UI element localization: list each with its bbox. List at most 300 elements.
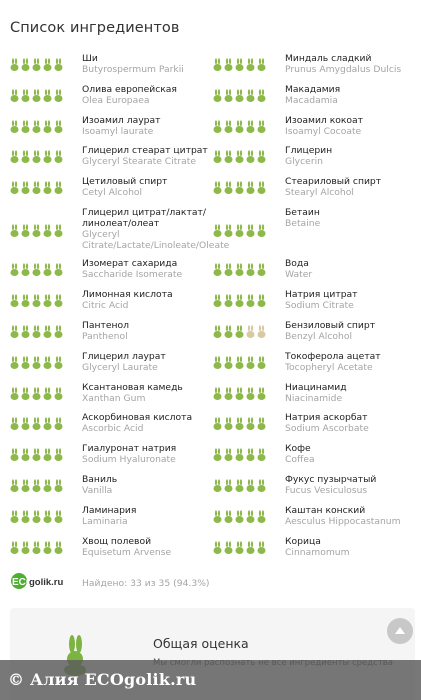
bunny-rating-icon [224,479,233,492]
bunny-rating-icon [43,417,52,430]
safety-rating [213,181,266,194]
ingredients-list-title: Список ингредиентов [10,20,180,36]
bunny-rating-icon [213,58,222,71]
bunny-rating-icon [257,294,266,307]
bunny-rating-icon [235,448,244,461]
bunny-rating-icon [43,294,52,307]
bunny-rating-icon [21,417,30,430]
bunny-rating-icon [43,181,52,194]
bunny-rating-icon [213,356,222,369]
bunny-rating-icon [10,294,19,307]
ingredient-name-inci: Fucus Vesiculosus [285,485,368,497]
ingredient-name-inci: Sodium Hyaluronate [82,454,176,466]
ingredient-item[interactable] [210,50,420,81]
safety-rating [213,510,266,523]
bunny-rating-icon [257,510,266,523]
ingredient-name-inci: Cetyl Alcohol [82,187,143,199]
safety-rating [213,479,266,492]
bunny-rating-icon [235,417,244,430]
safety-rating [10,417,63,430]
safety-rating [10,325,63,338]
ingredient-name-ru: Глицерин [285,145,333,157]
bunny-rating-icon [21,510,30,523]
bunny-rating-icon [213,150,222,163]
bunny-rating-icon [246,120,255,133]
ingredient-name-ru: Ваниль [82,474,118,486]
bunny-rating-icon [235,356,244,369]
ingredient-name-ru: Вода [285,258,309,270]
ingredient-item[interactable] [210,502,420,533]
ingredient-name-inci: Isoamyl Cocoate [285,125,362,137]
ingredient-name-inci: Citric Acid [82,300,129,312]
ingredient-name-ru: Лимонная кислота [82,289,173,301]
ingredient-name-inci: Sodium Citrate [285,300,354,312]
bunny-rating-icon [224,325,233,338]
bunny-rating-icon [235,263,244,276]
bunny-rating-icon [32,294,41,307]
watermark-text: © Алия ECOgolik.ru [8,670,197,689]
safety-rating [213,224,266,237]
bunny-rating-icon [257,181,266,194]
bunny-rating-icon [213,120,222,133]
ingredient-item[interactable] [0,379,210,410]
bunny-rating-icon [257,417,266,430]
bunny-rating-icon [43,224,52,237]
bunny-rating-icon [54,541,63,554]
bunny-rating-icon [32,224,41,237]
safety-rating [213,417,266,430]
ingredient-name-inci: Equisetum Arvense [82,546,172,558]
ingredient-name-ru: Глицерил лаурат [82,350,166,362]
safety-rating [213,448,266,461]
ingredient-item[interactable] [0,50,210,81]
ingredient-names [285,289,421,311]
ingredient-name-inci: Benzyl Alcohol [285,331,353,343]
ingredient-name-ru: Натрия аскорбат [285,412,368,424]
ingredient-name-inci: Ascorbic Acid [82,423,144,435]
bunny-rating-icon [213,325,222,338]
ingredient-name-inci: Panthenol [82,331,128,343]
ingredient-names [285,536,421,558]
bunny-rating-icon [246,89,255,102]
ingredient-names [285,145,421,167]
ingredient-names [285,207,421,229]
ingredient-name-ru: Макадамия [285,83,341,95]
ingredient-name-inci: Glyceryl Laurate [82,361,158,373]
bunny-rating-icon [213,89,222,102]
ingredient-name-ru: Цетиловый спирт [82,176,168,188]
bunny-rating-icon [21,448,30,461]
bunny-rating-icon [10,448,19,461]
bunny-rating-icon [246,58,255,71]
bunny-rating-icon [224,181,233,194]
ingredient-name-ru: Фукус пузырчатый [285,474,377,486]
ingredient-name-inci: Sodium Ascorbate [285,423,369,435]
bunny-rating-icon [224,417,233,430]
ingredient-names [285,474,421,496]
bunny-rating-icon [224,387,233,400]
bunny-rating-icon [21,89,30,102]
safety-rating [10,58,63,71]
safety-rating [213,541,266,554]
bunny-rating-icon [54,417,63,430]
bunny-rating-icon [257,448,266,461]
ingredient-item[interactable] [210,317,420,348]
ingredient-item[interactable] [210,286,420,317]
ingredient-name-inci: Aesculus Hippocastanum [285,515,401,527]
bunny-rating-icon [21,120,30,133]
bunny-rating-icon [257,263,266,276]
bunny-rating-icon [54,448,63,461]
bunny-rating-icon [10,541,19,554]
bunny-rating-icon [43,150,52,163]
bunny-rating-icon [21,541,30,554]
bunny-rating-icon [21,181,30,194]
safety-rating [10,224,63,237]
bunny-rating-icon [54,294,63,307]
bunny-rating-icon [246,356,255,369]
bunny-rating-icon [21,479,30,492]
ingredient-names [285,443,421,465]
bunny-rating-icon [246,417,255,430]
ingredient-item[interactable] [0,286,210,317]
ingredient-name-inci: Saccharide Isomerate [82,269,183,281]
ingredient-names [285,382,421,404]
ingredient-name-inci: Tocopheryl Acetate [285,361,373,373]
bunny-rating-icon [246,325,255,338]
ingredient-name-inci: Isoamyl laurate [82,125,154,137]
ingredient-name-ru: Гиалуронат натрия [82,443,177,455]
ingredient-name-ru: Кофе [285,443,311,455]
ingredient-name-ru: Токоферола ацетат [285,350,381,362]
ingredient-item[interactable] [0,533,210,564]
ingredient-name-inci: Olea Europaea [82,94,150,106]
bunny-rating-icon [32,120,41,133]
bunny-rating-icon [10,150,19,163]
ingredient-names [285,505,421,527]
ingredient-item[interactable] [0,409,210,440]
ingredient-item[interactable] [210,471,420,502]
ingredient-item[interactable] [210,255,420,286]
bunny-rating-icon [21,325,30,338]
bunny-rating-icon [224,150,233,163]
bunny-rating-icon [32,479,41,492]
ingredient-name-ru: Корица [285,535,321,547]
safety-rating [10,263,63,276]
ingredients-list [0,50,421,563]
ingredient-item[interactable] [210,440,420,471]
bunny-rating-icon [21,263,30,276]
ingredient-item[interactable] [210,348,420,379]
safety-rating [213,120,266,133]
list-footer [0,568,421,592]
bunny-rating-icon [43,541,52,554]
bunny-rating-icon [43,89,52,102]
ingredient-row [0,50,421,81]
bunny-rating-icon [224,448,233,461]
ingredient-name-inci: Glycerin [285,156,323,168]
bunny-rating-icon [10,417,19,430]
ingredient-name-inci: Vanilla [82,485,113,497]
bunny-rating-icon [54,479,63,492]
bunny-rating-icon [32,448,41,461]
ingredient-row [0,255,421,286]
ingredient-names [285,176,421,198]
bunny-rating-icon [246,294,255,307]
bunny-rating-icon [257,479,266,492]
ingredient-item[interactable] [210,409,420,440]
ingredient-name-inci: Xanthan Gum [82,392,146,404]
ingredient-row [0,471,421,502]
safety-rating [10,150,63,163]
bunny-rating-icon [235,181,244,194]
ingredient-item[interactable] [0,81,210,112]
safety-rating [213,58,266,71]
bunny-rating-icon [246,263,255,276]
ingredient-name-ru: Хвощ полевой [82,535,152,547]
bunny-rating-icon [10,325,19,338]
ingredient-name-ru: Стеариловый спирт [285,176,382,188]
ingredient-name-ru: Миндаль сладкий [285,53,372,64]
ingredient-name-inci: Coffea [285,454,315,466]
ingredient-item[interactable] [0,471,210,502]
bunny-rating-icon [213,510,222,523]
ecogolik-logo[interactable] [10,570,72,590]
ingredient-item[interactable] [0,173,210,204]
bunny-rating-icon [10,58,19,71]
bunny-rating-icon [32,510,41,523]
bunny-rating-icon [10,510,19,523]
found-count: Найдено: 33 из 35 (94.3%) [82,578,210,589]
ingredient-row [0,409,421,440]
bunny-rating-icon [235,294,244,307]
bunny-rating-icon [54,510,63,523]
bunny-rating-icon [43,263,52,276]
bunny-rating-icon [32,263,41,276]
bunny-rating-icon [213,181,222,194]
bunny-rating-icon [43,325,52,338]
ingredient-row [0,81,421,112]
ingredient-item[interactable] [0,440,210,471]
safety-rating [213,294,266,307]
overall-rating-title: Общая оценка [153,636,249,651]
bunny-rating-icon [235,89,244,102]
ingredient-row [0,112,421,143]
safety-rating [10,89,63,102]
ingredient-item[interactable] [210,142,420,173]
bunny-rating-icon [257,58,266,71]
bunny-rating-icon [213,479,222,492]
bunny-rating-icon [224,89,233,102]
bunny-rating-icon [235,387,244,400]
bunny-rating-icon [32,89,41,102]
ingredient-name-inci: Water [285,269,313,281]
ingredient-name-inci: Glyceryl Citrate/Lactate/Linoleate/Oleate [82,228,230,251]
scroll-to-top-button[interactable] [387,618,413,644]
watermark-bar [0,660,421,700]
ingredient-name-inci: Glyceryl Stearate Citrate [82,156,197,168]
bunny-rating-icon [246,224,255,237]
bunny-rating-icon [257,120,266,133]
bunny-rating-icon [235,325,244,338]
ingredient-name-ru: Ши [82,53,98,64]
bunny-rating-icon [21,387,30,400]
arrow-up-icon [394,626,406,636]
ingredient-row [0,440,421,471]
bunny-rating-icon [54,356,63,369]
safety-rating [213,325,266,338]
bunny-rating-icon [235,541,244,554]
bunny-rating-icon [224,356,233,369]
bunny-rating-icon [43,510,52,523]
safety-rating [213,387,266,400]
ingredient-item[interactable] [210,204,420,256]
bunny-rating-icon [246,448,255,461]
safety-rating [10,387,63,400]
ingredient-item[interactable] [0,255,210,286]
ingredient-item[interactable] [210,173,420,204]
ingredient-name-inci: Macadamia [285,94,338,106]
bunny-rating-icon [32,181,41,194]
bunny-rating-icon [54,325,63,338]
ingredient-name-inci: Laminaria [82,515,128,527]
bunny-rating-icon [224,58,233,71]
ingredient-row [0,502,421,533]
bunny-rating-icon [246,541,255,554]
ingredient-names [285,115,421,137]
bunny-rating-icon [213,541,222,554]
ingredient-row [0,173,421,204]
ingredient-item[interactable] [0,204,230,256]
bunny-rating-icon [21,294,30,307]
safety-rating [10,448,63,461]
ingredient-row [0,286,421,317]
safety-rating [10,510,63,523]
ingredient-item[interactable] [210,81,420,112]
ingredient-item[interactable] [0,317,210,348]
bunny-rating-icon [257,89,266,102]
bunny-rating-icon [43,448,52,461]
ingredient-name-ru: Каштан конский [285,504,366,516]
ingredient-names [285,84,421,106]
ingredient-name-ru: Аскорбиновая кислота [82,412,193,424]
bunny-rating-icon [54,387,63,400]
ingredient-name-ru: Олива европейская [82,83,177,95]
bunny-rating-icon [224,541,233,554]
bunny-rating-icon [235,58,244,71]
ingredient-name-inci: Cinnamomum [285,546,350,558]
bunny-rating-icon [257,150,266,163]
bunny-rating-icon [213,294,222,307]
bunny-rating-icon [32,150,41,163]
ingredient-name-inci: Stearyl Alcohol [285,187,354,199]
safety-rating [213,150,266,163]
bunny-rating-icon [213,387,222,400]
ingredient-item[interactable] [0,502,210,533]
ingredient-names [285,53,421,75]
safety-rating [213,356,266,369]
bunny-rating-icon [54,58,63,71]
bunny-rating-icon [32,58,41,71]
bunny-rating-icon [54,150,63,163]
ingredient-row [0,317,421,348]
ingredient-name-ru: Бензиловый спирт [285,320,376,332]
bunny-rating-icon [21,356,30,369]
ingredient-item[interactable] [0,142,210,173]
ingredient-name-ru: Ниацинамид [285,381,347,393]
bunny-rating-icon [224,510,233,523]
bunny-rating-icon [246,479,255,492]
bunny-rating-icon [21,150,30,163]
ingredient-row [0,142,421,173]
bunny-rating-icon [246,387,255,400]
ingredient-row [0,348,421,379]
bunny-rating-icon [257,387,266,400]
ingredient-name-ru: Глицерил цитрат/лактат/линолеат/олеат [82,206,206,229]
ingredient-name-ru: Натрия цитрат [285,289,358,301]
ingredient-item[interactable] [210,533,420,564]
ingredient-row [0,204,421,256]
bunny-rating-icon [32,356,41,369]
bunny-rating-icon [43,58,52,71]
ingredient-names [285,412,421,434]
bunny-rating-icon [43,479,52,492]
bunny-rating-icon [10,181,19,194]
bunny-rating-icon [10,387,19,400]
bunny-rating-icon [257,356,266,369]
bunny-rating-icon [10,479,19,492]
ingredient-name-ru: Ламинария [82,504,137,516]
ingredient-item[interactable] [0,348,210,379]
bunny-rating-icon [54,89,63,102]
ingredient-item[interactable] [0,112,210,143]
bunny-rating-icon [213,448,222,461]
bunny-rating-icon [246,150,255,163]
bunny-rating-icon [246,181,255,194]
ingredient-item[interactable] [210,379,420,410]
bunny-rating-icon [43,387,52,400]
ingredient-name-inci: Butyrospermum Parkii [82,64,184,75]
ingredient-name-ru: Бетаин [285,206,320,218]
ingredient-names [285,258,421,280]
bunny-rating-icon [213,263,222,276]
safety-rating [10,120,63,133]
bunny-rating-icon [32,417,41,430]
safety-rating [10,479,63,492]
ingredient-name-ru: Ксантановая камедь [82,381,183,393]
bunny-rating-icon [21,58,30,71]
ingredient-name-ru: Изоамил лаурат [82,114,161,126]
safety-rating [10,541,63,554]
bunny-rating-icon [54,181,63,194]
bunny-rating-icon [10,356,19,369]
bunny-rating-icon [257,224,266,237]
ingredient-name-ru: Изоамил кокоат [285,114,364,126]
bunny-rating-icon [235,150,244,163]
ingredient-name-inci: Niacinamide [285,392,343,404]
bunny-rating-icon [43,356,52,369]
bunny-rating-icon [246,510,255,523]
ingredient-name-ru: Изомерат сахарида [82,258,178,270]
bunny-rating-icon [21,224,30,237]
ingredient-item[interactable] [210,112,420,143]
ingredient-name-inci: Prunus Amygdalus Dulcis [285,64,402,75]
bunny-rating-icon [213,417,222,430]
bunny-rating-icon [54,224,63,237]
safety-rating [213,263,266,276]
bunny-rating-icon [10,263,19,276]
ingredient-name-ru: Глицерил стеарат цитрат [82,145,208,157]
